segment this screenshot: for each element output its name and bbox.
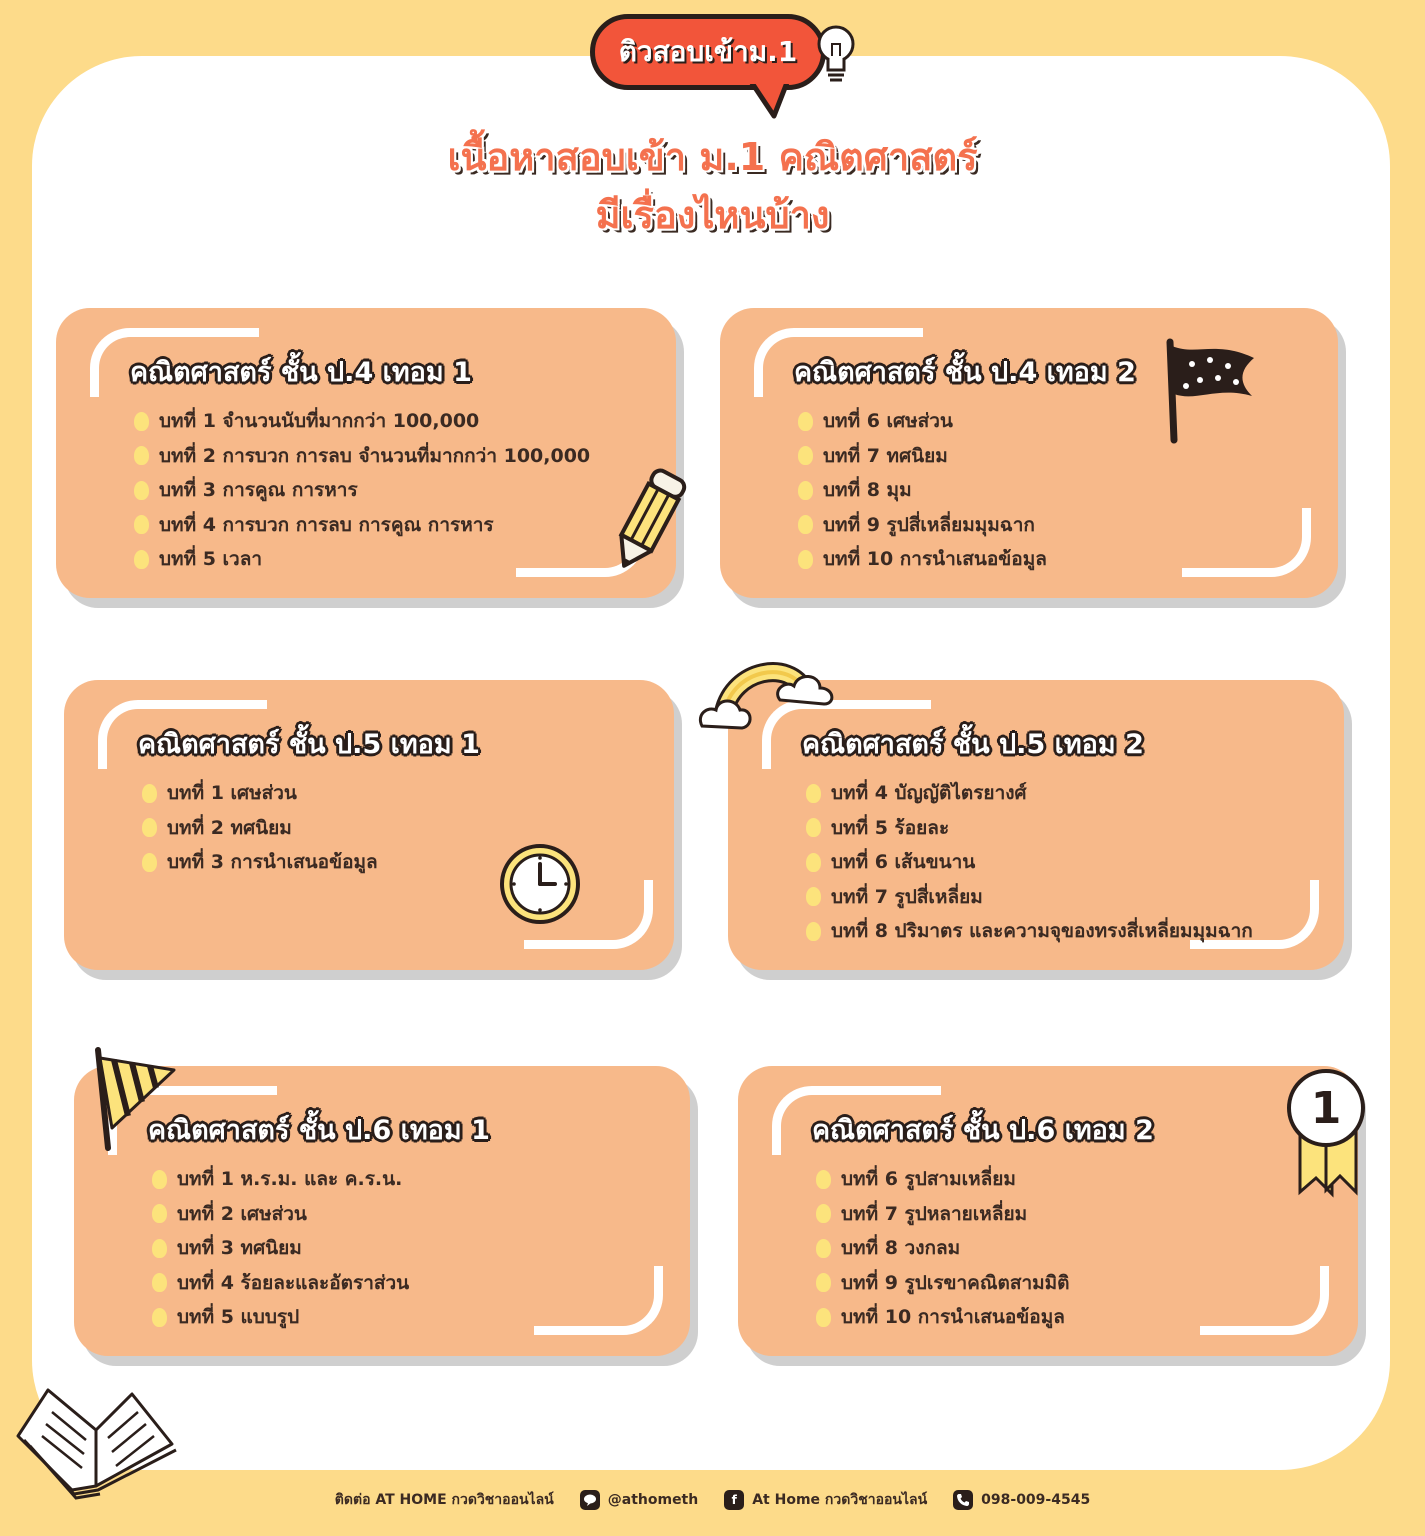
card-title: คณิตศาสตร์ ชั้น ป.5 เทอม 1 — [138, 729, 480, 760]
card-title: คณิตศาสตร์ ชั้น ป.5 เทอม 2 — [802, 729, 1144, 760]
footer-phone[interactable] — [953, 1490, 1090, 1510]
footer-phone-number: 098-009-4545 — [981, 1492, 1091, 1508]
medal-number: 1 — [1310, 1082, 1342, 1134]
list-item: บทที่ 8 ปริมาตร และความจุของทรงสี่เหลี่ยมมุมฉาก — [806, 914, 1253, 949]
footer-contact — [335, 1489, 554, 1511]
chapter-list — [806, 776, 1253, 949]
list-item: บทที่ 6 รูปสามเหลี่ยม — [816, 1162, 1070, 1197]
list-item: บทที่ 5 ร้อยละ — [806, 811, 1253, 846]
list-item: บทที่ 7 ทศนิยม — [798, 439, 1047, 474]
medal-icon — [1282, 1066, 1372, 1202]
clock-icon — [498, 842, 582, 926]
header-badge — [590, 14, 826, 90]
list-item: บทที่ 3 การนำเสนอข้อมูล — [142, 845, 378, 880]
list-item: บทที่ 7 รูปสี่เหลี่ยม — [806, 880, 1253, 915]
card-title: คณิตศาสตร์ ชั้น ป.6 เทอม 1 — [148, 1115, 490, 1146]
card-p4-term1 — [56, 308, 676, 598]
list-item: บทที่ 1 จำนวนนับที่มากกว่า 100,000 — [134, 404, 590, 439]
page-title — [300, 128, 1125, 244]
list-item: บทที่ 4 บัญญัติไตรยางศ์ — [806, 776, 1253, 811]
list-item: บทที่ 8 มุม — [798, 473, 1047, 508]
list-item: บทที่ 3 การคูณ การหาร — [134, 473, 590, 508]
footer-facebook-name: At Home กวดวิชาออนไลน์ — [752, 1492, 928, 1508]
list-item: บทที่ 5 เวลา — [134, 542, 590, 577]
flag-icon — [1156, 336, 1262, 446]
chapter-list — [816, 1162, 1070, 1335]
footer — [0, 1478, 1425, 1522]
line-icon — [580, 1490, 600, 1510]
speech-tail-icon — [748, 80, 808, 120]
card-p6-term2 — [738, 1066, 1358, 1356]
list-item: บทที่ 9 รูปเรขาคณิตสามมิติ — [816, 1266, 1070, 1301]
chapter-list — [134, 404, 590, 577]
list-item: บทที่ 9 รูปสี่เหลี่ยมมุมฉาก — [798, 508, 1047, 543]
chapter-list — [152, 1162, 409, 1335]
chapter-list — [142, 776, 378, 880]
list-item: บทที่ 10 การนำเสนอข้อมูล — [798, 542, 1047, 577]
card-p5-term1 — [64, 680, 674, 970]
list-item: บทที่ 1 ห.ร.ม. และ ค.ร.น. — [152, 1162, 409, 1197]
list-item: บทที่ 4 การบวก การลบ การคูณ การหาร — [134, 508, 590, 543]
list-item: บทที่ 2 การบวก การลบ จำนวนที่มากกว่า 100,000 — [134, 439, 590, 474]
phone-icon — [953, 1490, 973, 1510]
rainbow-cloud-icon — [694, 660, 840, 736]
facebook-icon: f — [724, 1490, 744, 1510]
list-item: บทที่ 5 แบบรูป — [152, 1300, 409, 1335]
page-title-line2: มีเรื่องไหนบ้าง — [595, 193, 830, 237]
header-badge-label: ติวสอบเข้าม.1 — [618, 35, 798, 68]
list-item: บทที่ 6 เศษส่วน — [798, 404, 1047, 439]
list-item: บทที่ 3 ทศนิยม — [152, 1231, 409, 1266]
list-item: บทที่ 2 เศษส่วน — [152, 1197, 409, 1232]
pencil-icon — [604, 462, 694, 577]
pennant-icon — [88, 1044, 180, 1152]
card-title: คณิตศาสตร์ ชั้น ป.4 เทอม 2 — [794, 357, 1136, 388]
lightbulb-icon — [812, 22, 862, 92]
list-item: บทที่ 2 ทศนิยม — [142, 811, 378, 846]
list-item: บทที่ 6 เส้นขนาน — [806, 845, 1253, 880]
list-item: บทที่ 7 รูปหลายเหลี่ยม — [816, 1197, 1070, 1232]
list-item: บทที่ 10 การนำเสนอข้อมูล — [816, 1300, 1070, 1335]
footer-facebook[interactable] — [724, 1489, 927, 1511]
footer-line[interactable] — [580, 1490, 698, 1510]
page-title-line1: เนื้อหาสอบเข้า ม.1 คณิตศาสตร์ — [447, 135, 978, 179]
card-title: คณิตศาสตร์ ชั้น ป.4 เทอม 1 — [130, 357, 472, 388]
list-item: บทที่ 4 ร้อยละและอัตราส่วน — [152, 1266, 409, 1301]
footer-line-id: @athometh — [607, 1492, 699, 1508]
footer-contact-label: ติดต่อ AT HOME กวดวิชาออนไลน์ — [334, 1492, 554, 1508]
list-item: บทที่ 8 วงกลม — [816, 1231, 1070, 1266]
list-item: บทที่ 1 เศษส่วน — [142, 776, 378, 811]
chapter-list — [798, 404, 1047, 577]
card-title: คณิตศาสตร์ ชั้น ป.6 เทอม 2 — [812, 1115, 1154, 1146]
